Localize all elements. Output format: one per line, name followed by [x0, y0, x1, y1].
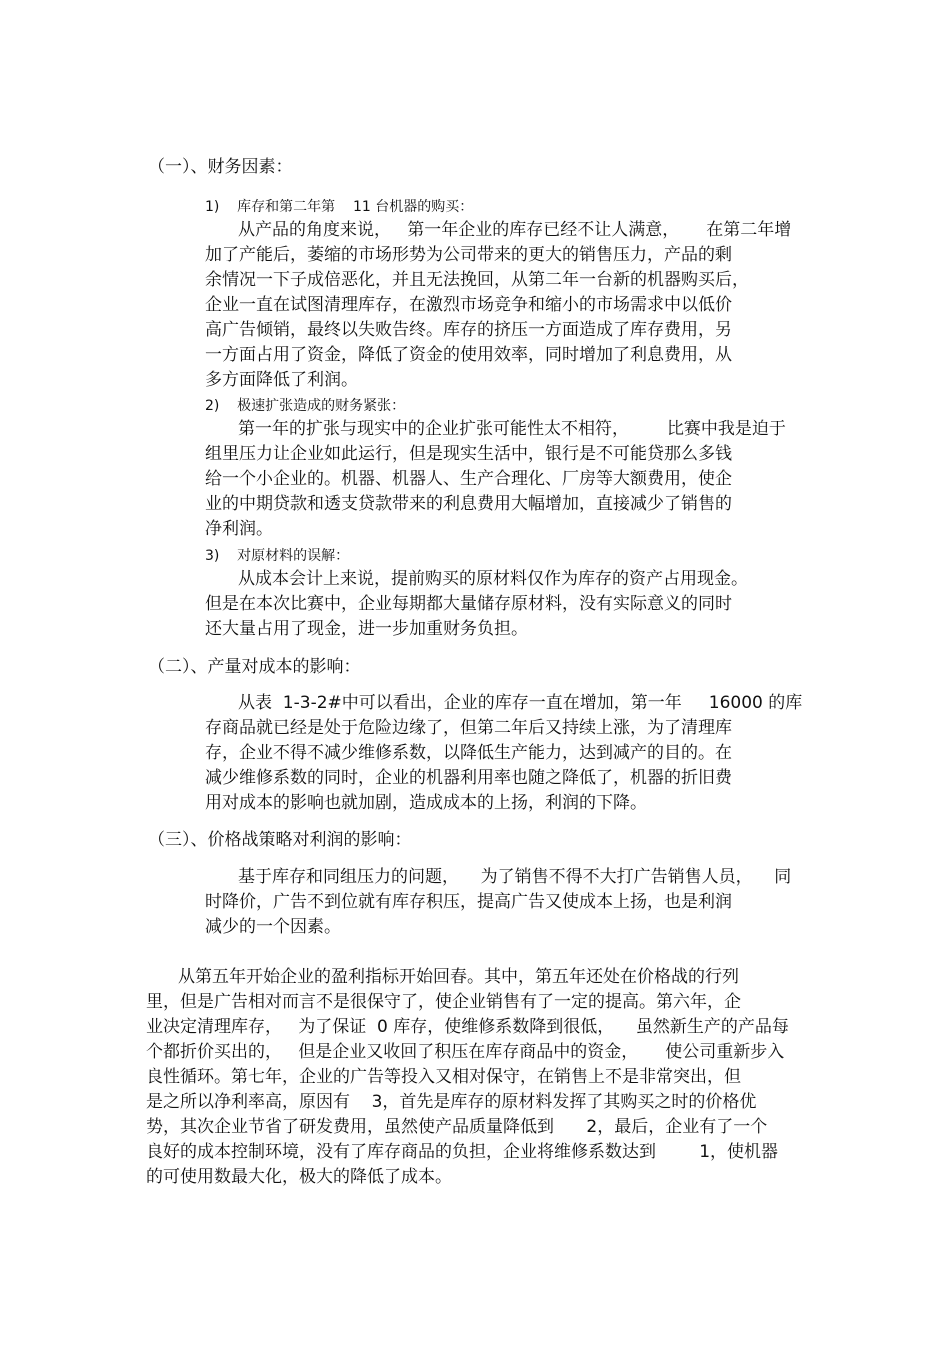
paragraph-line: 企业一直在试图清理库存，在激烈市场竞争和缩小的市场需求中以低价 — [205, 295, 732, 315]
paragraph-line: 时降价，广告不到位就有库存积压，提高广告又使成本上扬，也是利润 — [205, 892, 732, 912]
paragraph-line: 业的中期贷款和透支贷款带来的利息费用大幅增加，直接减少了销售的 — [205, 494, 732, 514]
conclusion-line: 是之所以净利率高，原因有 3，首先是库存的原材料发挥了其购买之时的价格优 — [146, 1092, 757, 1112]
conclusion-line: 从第五年开始企业的盈利指标开始回春。其中，第五年还处在价格战的行列 — [178, 967, 739, 987]
paragraph-line: 组里压力让企业如此运行，但是现实生活中，银行是不可能贷那么多钱 — [205, 444, 732, 464]
conclusion-line: 势，其次企业节省了研发费用，虽然使产品质量降低到 2，最后，企业有了一个 — [146, 1117, 768, 1137]
conclusion-line: 业决定清理库存， 为了保证 0 库存，使维修系数降到很低， 虽然新生产的产品每 — [146, 1017, 789, 1037]
conclusion-line: 良性循环。第七年，企业的广告等投入又相对保守，在销售上不是非常突出，但 — [146, 1067, 741, 1087]
section-1-item-3-title: 3) 对原材料的误解： — [205, 548, 350, 564]
section-1-item-1-title: 1) 库存和第二年第 11 台机器的购买： — [205, 199, 474, 215]
paragraph-line: 存商品就已经是处于危险边缘了，但第二年后又持续上涨，为了清理库 — [205, 718, 732, 738]
paragraph-line: 存，企业不得不减少维修系数，以降低生产能力，达到减产的目的。在 — [205, 743, 732, 763]
paragraph-line: 加了产能后，萎缩的市场形势为公司带来的更大的销售压力，产品的剩 — [205, 245, 732, 265]
section-3-heading: （三）、价格战策略对利润的影响： — [148, 830, 412, 850]
paragraph-line: 净利润。 — [205, 519, 273, 539]
paragraph-line: 多方面降低了利润。 — [205, 370, 358, 390]
paragraph-line: 用对成本的影响也就加剧，造成成本的上扬，利润的下降。 — [205, 793, 647, 813]
conclusion-line: 个都折价买出的， 但是企业又收回了积压在库存商品中的资金， 使公司重新步入 — [146, 1042, 785, 1062]
paragraph-line: 还大量占用了现金，进一步加重财务负担。 — [205, 619, 528, 639]
paragraph-line: 一方面占用了资金，降低了资金的使用效率，同时增加了利息费用，从 — [205, 345, 732, 365]
paragraph-line: 余情况一下子成倍恶化，并且无法挽回，从第二年一台新的机器购买后， — [205, 270, 749, 290]
paragraph-line: 第一年的扩张与现实中的企业扩张可能性太不相符， 比赛中我是迫于 — [238, 419, 786, 439]
section-2-heading: （二）、产量对成本的影响： — [148, 657, 361, 677]
conclusion-line: 里，但是广告相对而言不是很保守了，使企业销售有了一定的提高。第六年，企 — [146, 992, 741, 1012]
paragraph-line: 但是在本次比赛中，企业每期都大量储存原材料，没有实际意义的同时 — [205, 594, 732, 614]
paragraph-line: 从产品的角度来说， 第一年企业的库存已经不让人满意， 在第二年增 — [238, 220, 792, 240]
paragraph-line: 高广告倾销，最终以失败告终。库存的挤压一方面造成了库存费用，另 — [205, 320, 732, 340]
paragraph-line: 减少维修系数的同时，企业的机器利用率也随之降低了，机器的折旧费 — [205, 768, 732, 788]
paragraph-line: 给一个小企业的。机器、机器人、生产合理化、厂房等大额费用，使企 — [205, 469, 732, 489]
paragraph-line: 减少的一个因素。 — [205, 917, 341, 937]
paragraph-line: 从成本会计上来说，提前购买的原材料仅作为库存的资产占用现金。 — [238, 569, 748, 589]
paragraph-line: 基于库存和同组压力的问题， 为了销售不得不大打广告销售人员， 同 — [238, 867, 792, 887]
section-1-item-2-title: 2) 极速扩张造成的财务紧张： — [205, 398, 406, 414]
paragraph-line: 从表 1-3-2#中可以看出，企业的库存一直在增加，第一年 16000 的库 — [238, 693, 803, 713]
conclusion-line: 的可使用数最大化，极大的降低了成本。 — [146, 1167, 452, 1187]
conclusion-line: 良好的成本控制环境，没有了库存商品的负担，企业将维修系数达到 1，使机器 — [146, 1142, 779, 1162]
section-1-heading: （一）、财务因素： — [148, 157, 293, 177]
